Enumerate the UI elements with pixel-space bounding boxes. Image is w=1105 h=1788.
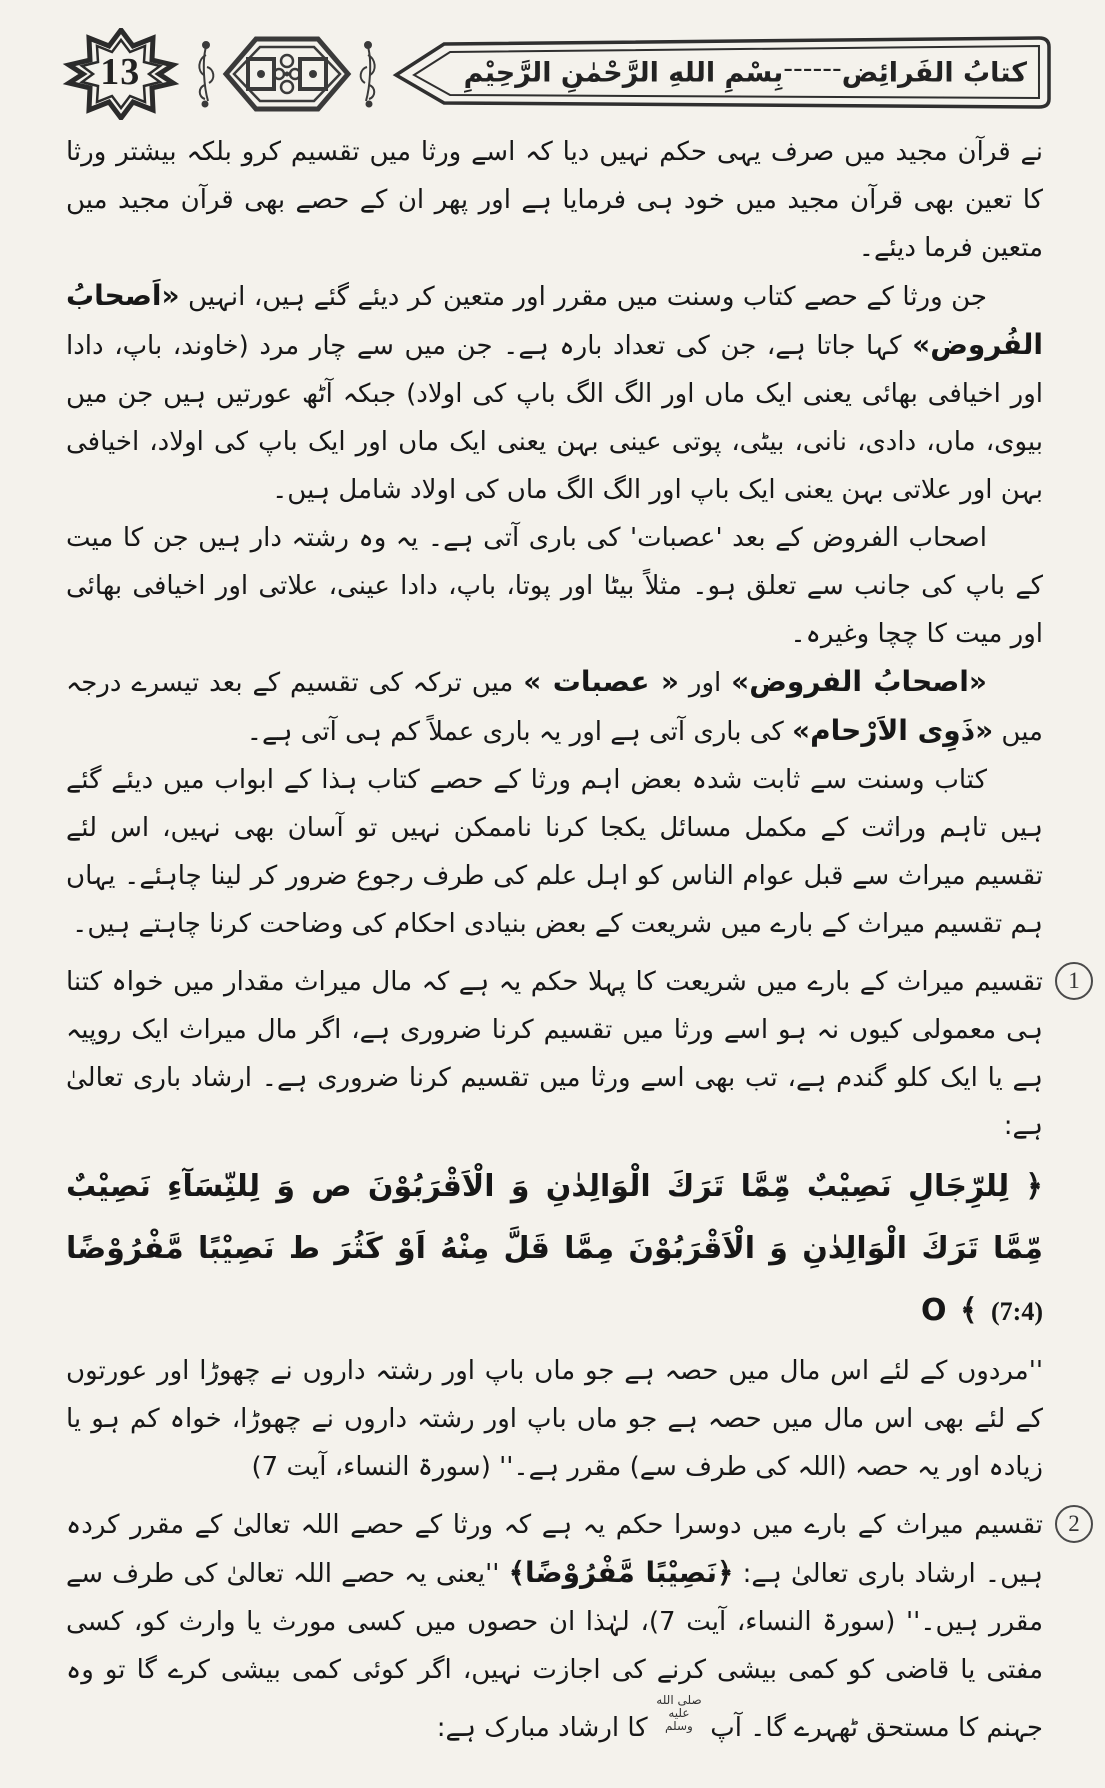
paragraph-asabat: اصحاب الفروض کے بعد 'عصبات' کی باری آتی ہے۔ یہ وہ رشتہ دار ہیں جن کا میت کے باپ کی جانب سے تعلق ہو۔ مثلاً بیٹا اور پوتا، باپ، دادا عینی، علاتی اور اخیافی بھائی اور میت کا چچا وغیرہ۔	[66, 523, 1043, 649]
inline-verse-arabic: ﴿نَصِيْبًا مَّفْرُوْضًا﴾	[508, 1556, 734, 1589]
text-run: جن ورثا کے حصے کتاب وسنت میں مقرر اور متعین کر دیئے گئے ہیں، انہیں	[179, 282, 987, 312]
verse-reference: (7:4)	[991, 1297, 1043, 1326]
term-zawil-arham: «ذَوِی الاَرْحام»	[792, 714, 994, 747]
text-run: اور	[679, 668, 732, 698]
header-ornament	[192, 31, 382, 117]
term-asabat: « عصبات »	[523, 665, 679, 698]
text-run: کی باری آتی ہے اور یہ باری عملاً کم ہی آتی ہے۔	[246, 717, 793, 747]
ruling-1	[66, 958, 1080, 1150]
page-number-badge	[60, 28, 182, 120]
ruling-2-number-badge: 2	[1055, 1505, 1093, 1543]
ruling-1-number-badge: 1	[1055, 962, 1093, 1000]
bismillah: بِسْمِ اللهِ الرَّحْمٰنِ الرَّحِيْمِ	[463, 57, 784, 89]
verse-translation: ''مردوں کے لئے اس مال میں حصہ ہے جو ماں باپ اور رشتہ داروں نے چھوڑا اور عورتوں کے لئے بھی اس مال میں حصہ ہے جو ماں باپ اور رشتہ داروں نے چھوڑا، خواہ کم ہو یا زیادہ اور یہ حصہ (اللہ کی طرف سے) مقرر ہے۔'' (سورۃ النساء، آیت 7)	[66, 1356, 1043, 1482]
term-ashabul-furud: «اَصحابُ الفُروض»	[66, 279, 1043, 361]
page-header	[60, 28, 1053, 120]
page-body	[66, 128, 1080, 1752]
chapter-banner	[392, 35, 1053, 113]
ruling-2	[66, 1501, 1080, 1752]
text-run: کہا جاتا ہے، جن کی تعداد بارہ ہے۔ جن میں سے چار مرد (خاوند، باپ، دادا اور اخیافی بھائی یعنی ایک ماں اور الگ الگ باپ کی اولاد) جبکہ آٹھ عورتیں ہیں جن میں بیوی، ماں، دادی، نانی، بیٹی، پوتی عینی بہن یعنی ایک ماں اور ایک باپ کی اولاد، اخیافی بہن اور علاتی بہن یعنی ایک باپ اور الگ الگ ماں کی اولاد شامل ہیں۔	[66, 331, 1043, 505]
verse-arabic: ﴿ لِلرِّجَالِ نَصِيْبٌ مِّمَّا تَرَكَ الْوَالِدٰنِ وَ الْاَقْرَبُوْنَ ص وَ لِلنِّسَآءِ نَصِيْبٌ مِّمَّا تَرَكَ الْوَالِدٰنِ وَ الْاَقْرَبُوْنَ مِمَّا قَلَّ مِنْهُ اَوْ كَثُرَ ط نَصِيْبًا مَّفْرُوْضًا O ﴾	[66, 1169, 1043, 1328]
page-number: 13	[100, 51, 141, 94]
term-ashabul-furud-2: «اصحابُ الفروض»	[731, 665, 987, 698]
paragraph-continuation: نے قرآن مجید میں صرف یہی حکم نہیں دیا کہ اسے ورثا میں تقسیم کرو بلکہ بیشتر ورثا کا تعین بھی قرآن مجید میں خود ہی فرمایا ہے اور پھر ان کے حصے بھی قرآن مجید میں متعین فرما دیئے۔	[66, 137, 1043, 263]
banner-title	[422, 53, 1027, 89]
text-run: ''یعنی یہ حصے اللہ تعالیٰ کی طرف سے مقرر ہیں۔'' (سورۃ النساء، آیت 7)، لہٰذا ان حصوں میں کسی مورث یا وارث کو، کسی مفتی یا قاضی کو کمی بیشی کرنے کی اجازت نہیں، اگر کوئی کمی بیشی کرے گا تو وہ جہنم کا مستحق ٹھہرے گا۔ آپ	[66, 1559, 1043, 1743]
ruling-2-text	[66, 1501, 1043, 1752]
paragraph-zawil-arham	[66, 658, 1043, 756]
paragraph-advice: کتاب وسنت سے ثابت شدہ بعض اہم ورثا کے حصے کتاب ہذا کے ابواب میں دیئے گئے ہیں تاہم وراثت کے مکمل مسائل یکجا کرنا ناممکن نہیں تو آسان بھی نہیں، اس لئے تقسیم میراث سے قبل عوام الناس کو اہل علم کی طرف رجوع ضرور کر لینا چاہئے۔ یہاں ہم تقسیم میراث کے بارے میں شریعت کے بعض بنیادی احکام کی وضاحت کرنا چاہتے ہیں۔	[66, 765, 1043, 939]
chapter-title: کتابُ الفَرائِض	[841, 57, 1027, 89]
text-run: کا ارشاد مبارک ہے:	[436, 1713, 656, 1743]
quran-verse	[66, 1156, 1043, 1343]
text-run: تقسیم میراث کے بارے میں دوسرا حکم یہ ہے کہ ورثا کے حصے اللہ تعالیٰ کے مقرر کردہ ہیں۔ ارشاد باری تعالیٰ ہے:	[66, 1510, 1044, 1589]
ruling-1-text: تقسیم میراث کے بارے میں شریعت کا پہلا حکم یہ ہے کہ مال میراث مقدار میں خواہ کتنا ہی معمولی کیوں نہ ہو اسے ورثا میں تقسیم کرنا ضروری ہے، اگر مال میراث ایک روپیہ ہے یا ایک کلو گندم ہے، تب بھی اسے ورثا میں تقسیم کرنا ضروری ہے۔ ارشاد باری تعالیٰ ہے:	[66, 967, 1043, 1141]
paragraph-ashabul-furud	[66, 272, 1043, 514]
text-run: میں ترکہ کی تقسیم کے بعد تیسرے درجہ میں	[66, 668, 1043, 747]
sallallahu-mark: صلى الله عليه وسلم	[656, 1693, 702, 1733]
title-separator: ------	[783, 53, 842, 85]
ornament-icon	[192, 31, 382, 117]
